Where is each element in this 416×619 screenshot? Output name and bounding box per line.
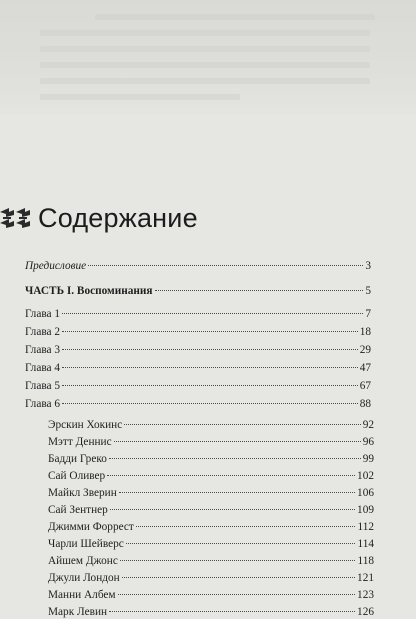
dot-leader — [62, 312, 363, 314]
toc-entry-page: 67 — [359, 380, 371, 392]
toc-entry-label: Мэтт Деннис — [48, 436, 112, 448]
dot-leader — [122, 576, 355, 578]
dot-leader — [109, 457, 361, 459]
dot-leader — [109, 610, 355, 612]
dot-leader — [107, 474, 355, 476]
dot-leader — [88, 264, 363, 266]
toc-entry-page: 88 — [359, 398, 371, 410]
toc-entry-page: 121 — [357, 572, 374, 584]
ornament-icon — [0, 208, 32, 230]
dot-leader — [114, 440, 361, 442]
toc-subentry[interactable] — [48, 452, 374, 466]
toc-subentry[interactable] — [48, 418, 374, 432]
toc-entry-page: 109 — [357, 504, 374, 516]
toc-entry-page: 18 — [359, 326, 371, 338]
toc-subentry[interactable] — [48, 571, 374, 585]
dot-leader — [124, 423, 360, 425]
dot-leader — [118, 593, 355, 595]
toc-entry-page: 96 — [362, 436, 374, 448]
page-title: Содержание — [38, 203, 198, 233]
toc-entry-label: Глава 1 — [25, 308, 61, 320]
toc-entry-preface[interactable] — [25, 259, 371, 273]
toc-subentry[interactable] — [48, 588, 374, 602]
toc-subentry[interactable] — [48, 435, 374, 449]
dot-leader — [62, 330, 358, 332]
toc-entry-chapter[interactable] — [25, 307, 371, 321]
dot-leader — [136, 525, 356, 527]
toc-entry-page: 114 — [357, 538, 374, 550]
dot-leader — [62, 384, 358, 386]
toc-subentry[interactable] — [48, 554, 374, 568]
toc-entry-label: Глава 6 — [25, 398, 61, 410]
toc-entry-label: Майкл Зверин — [48, 487, 117, 499]
toc-entry-label: Бадди Греко — [48, 453, 107, 465]
toc-entry-label: Предисловие — [25, 260, 87, 272]
toc-subentry[interactable] — [48, 503, 374, 517]
toc-entry-label: Сай Оливер — [48, 470, 106, 482]
toc-entry-page: 118 — [357, 555, 374, 567]
toc-entry-label: Джули Лондон — [48, 572, 120, 584]
toc-entry-label: Глава 5 — [25, 380, 61, 392]
toc-entry-label: Джимми Форрест — [48, 521, 134, 533]
dot-leader — [62, 366, 358, 368]
dot-leader — [126, 542, 356, 544]
toc-entry-label: Чарли Шейверс — [48, 538, 124, 550]
toc-entry-page: 29 — [359, 344, 371, 356]
toc-entry-page: 47 — [359, 362, 371, 374]
dot-leader — [62, 348, 358, 350]
toc-heading — [0, 205, 198, 232]
toc-subentry[interactable] — [48, 605, 374, 619]
toc-entry-label: Айшем Джонс — [48, 555, 118, 567]
toc-entry-label: ЧАСТЬ I. Воспоминания — [25, 285, 153, 297]
toc-entry-label: Глава 4 — [25, 362, 61, 374]
toc-entry-page: 3 — [365, 260, 371, 272]
toc-entry-label: Марк Левин — [48, 606, 108, 618]
toc-subentry[interactable] — [48, 469, 374, 483]
dot-leader — [110, 508, 355, 510]
dot-leader — [120, 559, 356, 561]
toc-entry-page: 5 — [365, 285, 371, 297]
toc-entry-label: Манни Албем — [48, 589, 116, 601]
toc-entry-label: Сай Зентнер — [48, 504, 108, 516]
toc-entry-chapter[interactable] — [25, 379, 371, 393]
dot-leader — [119, 491, 355, 493]
toc-entry-page: 92 — [362, 419, 374, 431]
toc-entry-page: 102 — [357, 470, 374, 482]
toc-entry-chapter[interactable] — [25, 361, 371, 375]
toc-subentry[interactable] — [48, 537, 374, 551]
toc-entry-label: Эрскин Хокинс — [48, 419, 123, 431]
toc-entry-page: 7 — [365, 308, 371, 320]
toc-entry-label: Глава 2 — [25, 326, 61, 338]
dot-leader — [155, 289, 364, 291]
toc-entry-page: 106 — [357, 487, 374, 499]
toc-entry-label: Глава 3 — [25, 344, 61, 356]
toc-entry-page: 112 — [357, 521, 374, 533]
toc-entry-part-1[interactable] — [25, 284, 371, 298]
toc-entry-chapter[interactable] — [25, 325, 371, 339]
toc-entry-page: 126 — [357, 606, 374, 618]
toc-subentry[interactable] — [48, 486, 374, 500]
toc-entry-page: 99 — [362, 453, 374, 465]
previous-page-bleed-through — [0, 0, 416, 115]
toc-entry-chapter[interactable] — [25, 397, 371, 411]
toc-subentry[interactable] — [48, 520, 374, 534]
dot-leader — [62, 402, 358, 404]
toc-entry-page: 123 — [357, 589, 374, 601]
toc-entry-chapter[interactable] — [25, 343, 371, 357]
